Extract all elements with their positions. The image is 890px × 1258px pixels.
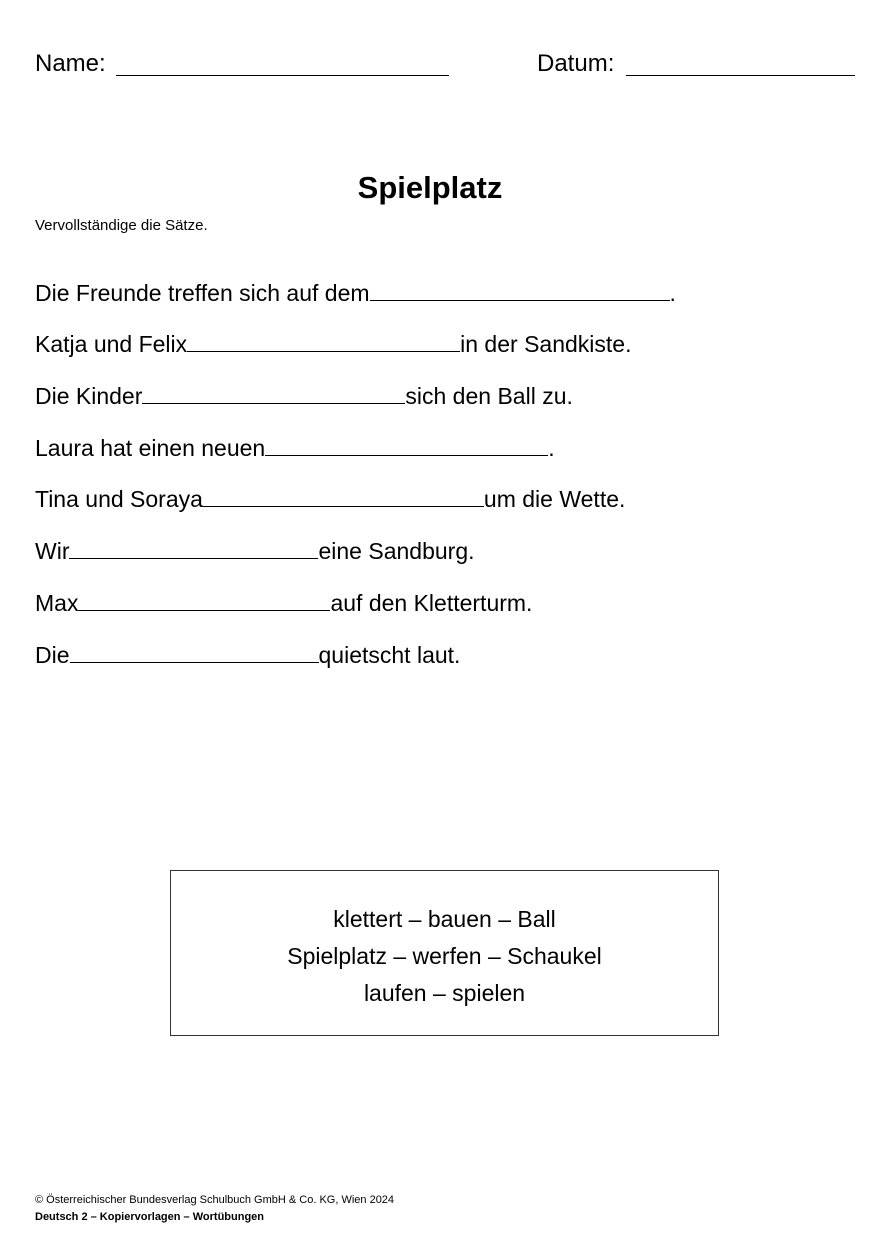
sentence-7-start: Max <box>35 590 79 616</box>
date-label: Datum: <box>537 50 615 77</box>
sentence-2-end: in der Sandkiste. <box>460 331 632 357</box>
sentence-3-start: Die Kinder <box>35 383 143 409</box>
sentence-8-blank[interactable] <box>70 639 319 663</box>
instruction-text: Vervollständige die Sätze. <box>35 217 208 234</box>
sentence-6-end: eine Sandburg. <box>318 538 475 564</box>
sentence-8-end: quietscht laut. <box>318 642 461 668</box>
sentence-6-start: Wir <box>35 538 70 564</box>
sentence-7-blank[interactable] <box>78 587 330 611</box>
sentence-7-end: auf den Kletterturm. <box>330 590 533 616</box>
word-bank-line-1: klettert – bauen – Ball <box>333 906 556 932</box>
sentence-4-start: Laura hat einen neuen <box>35 435 266 461</box>
sentence-4 <box>35 431 555 465</box>
sentence-2-blank[interactable] <box>187 328 460 352</box>
sentence-4-end: . <box>548 435 555 461</box>
sentence-1-end: . <box>669 280 676 306</box>
sentence-8-start: Die <box>35 642 70 668</box>
sentence-3-blank[interactable] <box>142 380 405 404</box>
sentence-2-start: Katja und Felix <box>35 331 188 357</box>
sentence-7 <box>35 586 532 620</box>
sentence-8 <box>35 638 460 672</box>
footer-book-title: Deutsch 2 – Kopiervorlagen – Wortübungen <box>35 1211 264 1223</box>
sentence-5-start: Tina und Soraya <box>35 486 203 512</box>
sentence-4-blank[interactable] <box>265 432 548 456</box>
sentence-5 <box>35 482 625 516</box>
worksheet-title: Spielplatz <box>357 170 503 205</box>
word-bank-line-3: laufen – spielen <box>363 980 526 1006</box>
sentence-3 <box>35 379 573 413</box>
sentence-2 <box>35 327 631 361</box>
sentence-1 <box>35 276 676 310</box>
name-label: Name: <box>35 50 106 77</box>
name-field[interactable] <box>116 75 449 76</box>
sentence-6-blank[interactable] <box>69 535 318 559</box>
sentence-1-blank[interactable] <box>370 277 670 301</box>
sentence-5-end: um die Wette. <box>483 486 626 512</box>
footer-copyright: © Österreichischer Bundesverlag Schulbuch GmbH & Co. KG, Wien 2024 <box>35 1194 395 1206</box>
date-field[interactable] <box>626 75 855 76</box>
sentence-5-blank[interactable] <box>203 483 484 507</box>
word-bank-line-2: Spielplatz – werfen – Schaukel <box>287 943 602 969</box>
sentence-6 <box>35 534 475 568</box>
word-bank-box <box>170 870 719 1036</box>
sentence-1-start: Die Freunde treffen sich auf dem <box>35 280 370 306</box>
sentence-3-end: sich den Ball zu. <box>405 383 573 409</box>
